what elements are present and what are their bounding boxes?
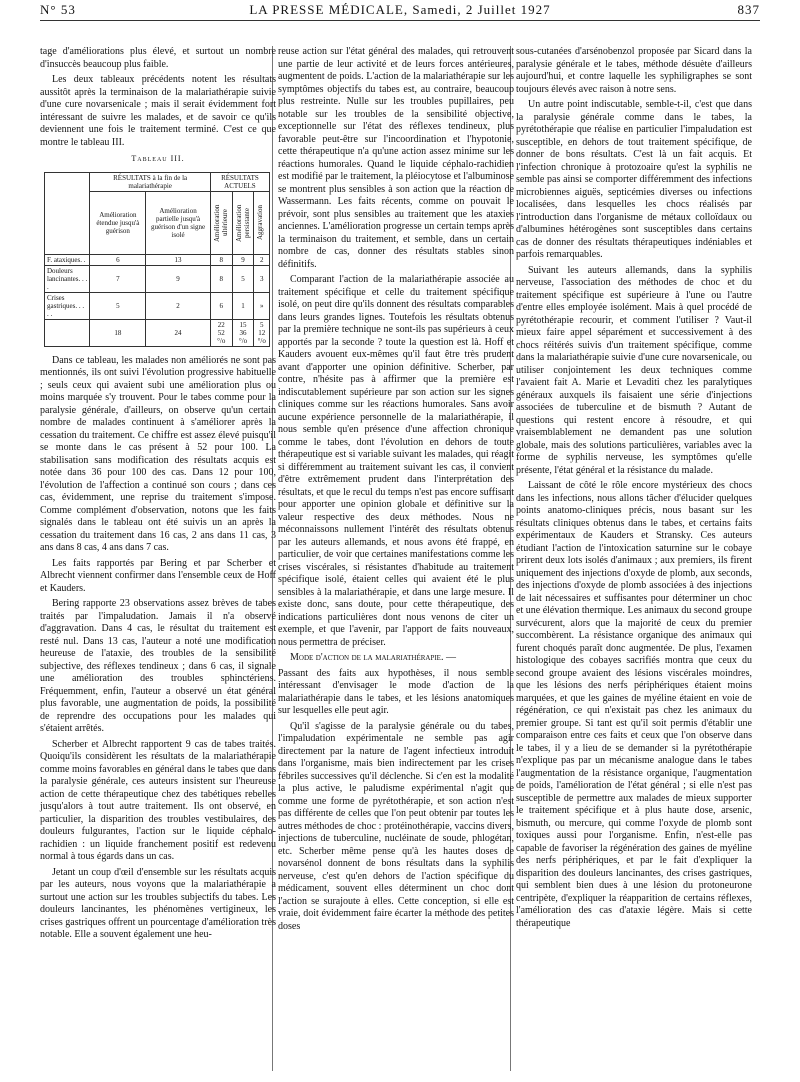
col-header: Amélioration étendue jusqu'à guérison bbox=[90, 191, 146, 254]
paragraph: sous-cutanées d'arsénobenzol proposée par Sicard dans la paralysie générale et le tabes, méthode désuète d'ailleurs aujourd'hui, et contre laquelle les syphiligraphes se sont toujours élevés avec raison à notre sens. bbox=[516, 46, 752, 95]
cell: 2 bbox=[146, 292, 211, 319]
paragraph: reuse action sur l'état général des malades, qui retrouvent une partie de leur activité et de leurs forces antérieures, augmentent de poids. L'action de la malariathérapie sur les symptômes objectifs du tabes est, au contraire, beaucoup plus restreinte. Nulle sur les troubles pupillaires, peu notable sur les troubles de la sensibilité objective, exceptionnelle sur l'état des réflexes tendineux, plus favorable peut-être sur l'incoordination et l'hypotonie, cette thérapeutique n'a qu'une action assez minime sur les réactions humorales. Quand le liquide céphalo-rachidien est modifié par le traitement, la pléiocytose et l'albuminose se montrent plus sensibles à son action que la réaction de Wassermann. Les faits récents, comme on pouvait le prévoir, sont plus sensibles au traitement que les ataxies anciennes. L'amélioration progresse un certain temps après la terminaison du traitement, et semble, dans un certain nombre de cas, donner des résultats stables sinon définitifs. bbox=[278, 46, 514, 270]
cell: 6 bbox=[210, 292, 232, 319]
table-row bbox=[45, 265, 270, 292]
cell: 5 bbox=[232, 265, 254, 292]
column-1 bbox=[40, 46, 276, 945]
group-header-end: RÉSULTATS à la fin de la malariathérapie bbox=[90, 172, 210, 191]
cell: 8 bbox=[210, 265, 232, 292]
paragraph: Qu'il s'agisse de la paralysie générale ou du tabes, l'impaludation expérimentale ne semble pas agir directement par la nature de l'agent infectieux introduit dans l'organisme, mais bien indirectement par les crises fébriles successives qu'il déclenche. Si c'en est la modalité la plus active, le paludisme expérimental n'agit que comme une forme de pyrétothérapie, et son action n'est pas différente de celles que l'on peut obtenir par toutes les autres méthodes de choc : protéinothérapie, vaccins divers, injections de tuberculine, nucléinate de soude, phlogétan, etc. Scherber même pense qu'à les hautes doses de novarsénol donnent de bons résultats dans la syphilis nerveuse, c'est qu'en dehors de l'action spécifique du médicament, souvent elles déterminent un choc dont l'action se surajoute à elles. Cette conception, si elle est vraie, doit évidemment faire écarter la méthode des petites doses bbox=[278, 720, 514, 932]
col-header bbox=[232, 191, 254, 254]
page-number: 837 bbox=[737, 2, 760, 17]
cell: 1 bbox=[232, 292, 254, 319]
cell: 8 bbox=[210, 254, 232, 265]
paragraph: Dans ce tableau, les malades non améliorés ne sont pas mentionnés, ils ont suivi l'évolution progressive habituelle ; seuls ceux qui avaient subi une amélioration plus ou moins marquée s'y trouvent. Pour le tabes comme pour la paralysie générale, d'ailleurs, on observe qu'un certain nombre de malades continuent à s'améliorer après la cessation du traitement. Ce chiffre est assez élevé puisqu'il se monte dans le cas présent à 52 pour 100. La stabilisation sans modification des résultats acquis est notée dans 36 pour 100 des cas. Dans 12 pour 100, l'évolution de l'affection a continué son cours ; dans ces cas, évidemment, une reprise du traitement s'impose. Comme complément d'observation, notons que les faits signalés dans le tableau ont été suivis un an après la cessation du traitement dans 16 cas, 2 ans dans 11 cas, 3 ans dans 8 cas, 4 ans dans 7 cas. bbox=[40, 354, 276, 553]
paragraph: Les deux tableaux précédents notent les résultats aussitôt après la terminaison de la malariathérapie suivie d'une cure novarsenicale ; mais il serait évidemment fort intéressant de suivre les malades, et de savoir ce qu'ils deviennent une fois le traitement terminé. C'est ce que montre le tableau III. bbox=[40, 74, 276, 148]
paragraph: Un autre point indiscutable, semble-t-il, c'est que dans la paralysie générale comme dans le tabes, la pyrétothérapie que réalise en particulier l'impaludation est susceptible, en dehors de tout traitement spécifique, de donner de bons résultats. C'est là un fait acquis. Et l'infection chronique à protozoaire qu'est la syphilis ne semble pas ainsi se comporter différemment des infections microbiennes aiguës, septicémies diverses ou infections localisées, dans lesquelles les chocs réalisés par l'introduction dans l'organisme de métaux colloïdaux ou d'albumines hétérogènes sont susceptibles dans certains cas de donner des résultats thérapeutiques indéniables et parfois remarquables. bbox=[516, 99, 752, 260]
issue-number: N° 53 bbox=[40, 2, 76, 17]
paragraph: tage d'améliorations plus élevé, et surtout un nombre d'insuccès beaucoup plus faible. bbox=[40, 46, 276, 70]
paragraph: Jetant un coup d'œil d'ensemble sur les résultats acquis par les auteurs, nous voyons que la malariathérapie a surtout une action sur les troubles subjectifs du tabes. Les douleurs lancinantes, les phénomènes vertigineux, les crises gastriques offrent un pourcentage d'amélioration très notable. Elle a souvent également une heu- bbox=[40, 866, 276, 940]
col-header: Amélioration partielle jusqu'à guérison d'un signe isolé bbox=[146, 191, 211, 254]
cell: 5 bbox=[90, 292, 146, 319]
header-rule bbox=[40, 20, 760, 21]
cell: 7 bbox=[90, 265, 146, 292]
column-2 bbox=[278, 46, 514, 936]
cell: 3 bbox=[254, 265, 270, 292]
cell: 13 bbox=[146, 254, 211, 265]
col-header-text: Amélioration persistante bbox=[234, 203, 251, 242]
cell: 5 12 °/o bbox=[254, 319, 270, 346]
paragraph: Comparant l'action de la malariathérapie associée au traitement spécifique et celle du traitement spécifique isolé, on peut dire qu'ils donnent des résultats comparables dans leurs grandes lignes. Toutefois les résultats obtenus par la première technique ne sont-ils pas supérieurs à ceux apportés par la seconde ? toute la question est là. Hoff et Kauders avouent eux-mêmes qu'il faut être très prudent avant d'apporter une opinion définitive. Scherber, par contre, n'hésite pas à affirmer que la première est indiscutablement supérieure par son action sur les signes cliniques comme sur les réactions humorales. Sans avoir aucune expérience personnelle de la malariathérapie, il nous semble qu'en présence d'une affection chronique comme le tabes, dont l'évolution en dehors de toute thérapeutique est si variable suivant les malades, qui réagit si différemment au traitement suivant les cas, il convient d'être extrêmement prudent dans l'interprétation des résultats, et que le recul du temps n'est pas encore suffisant pour apporter une opinion globale et définitive sur la valeur respective des deux méthodes. Nous ne méconnaissons nullement l'intérêt des résultats obtenus par les auteurs allemands, et nous avons été frappé, en particulier, de voir que certaines manifestations comme les crises viscérales, si résistantes d'habitude au traitement spécifique isolé, étaient celles qui avaient été le plus sensibles à la malariathérapie, et dans une large mesure. Il existe donc, sans doute, pour cette thérapeutique, des indications particulières dont nous venons de citer un exemple, et que l'avenir, par l'apport de faits nouveaux, nous permettra de préciser. bbox=[278, 274, 514, 648]
paragraph: Bering rapporte 23 observations assez brèves de tabes traités par l'impaludation. Jamais il n'a observé d'aggravation. Dans 4 cas, le résultat du traitement est resté nul. Dans 13 cas, l'auteur a noté une modification heureuse de l'ataxie, des troubles de la sensibilité subjective, des réflexes tendineux ; dans 6 cas, il signale une amélioration des troubles sphinctériens. Fréquemment, enfin, l'auteur a observé un état général plus favorable, une augmentation de poids, la possibilité de reprendre des occupations pour les malades qui s'étaient arrêtés. bbox=[40, 598, 276, 734]
paragraph: Suivant les auteurs allemands, dans la syphilis nerveuse, l'association des méthodes de choc et du traitement spécifique est supérieure à l'une ou l'autre d'entre elles employée isolément. Mais à quel procédé de pyrétothérapie recourir, et comment l'utiliser ? Vaut-il mieux faire appel séparément et successivement à des chocs réitérés suivis d'un traitement spécifique, comme dans la malariathérapie suivie d'une cure novarsenicale, ou utiliser conjointement les deux techniques comme l'avaient fait A. Marie et Levaditi chez les paralytiques généraux auxquels ils faisaient une série d'injections associées de tuberculine et de bismuth ? Autant de questions qui restent encore à résoudre, et qui vraisemblablement ne demandent pas une solution globale, mais des solutions particulières, variables avec la forme de syphilis nerveuse, les symptômes qu'elle présente, l'état général et la résistance du malade. bbox=[516, 264, 752, 476]
cell: 2 bbox=[254, 254, 270, 265]
col-header bbox=[210, 191, 232, 254]
cell: 24 bbox=[146, 319, 211, 346]
column-3 bbox=[516, 46, 752, 933]
table-caption: Tableau III. bbox=[131, 154, 185, 163]
table-3 bbox=[44, 172, 270, 347]
cell: 15 36 °/o bbox=[232, 319, 254, 346]
total-label bbox=[45, 319, 90, 346]
cell: » bbox=[254, 292, 270, 319]
col-header bbox=[254, 191, 270, 254]
cell: 6 bbox=[90, 254, 146, 265]
journal-title: LA PRESSE MÉDICALE, Samedi, 2 Juillet 1927 bbox=[249, 2, 551, 17]
col-header-text: Amélioration ultérieure bbox=[212, 203, 229, 242]
cell: 22 52 °/o bbox=[210, 319, 232, 346]
cell: 9 bbox=[146, 265, 211, 292]
paragraph: Laissant de côté le rôle encore mystérieux des chocs dans les infections, nous allons tâcher d'élucider quelques points anatomo-cliniques précis, nous basant sur les résultats cliniques obtenus dans le tabes, et certains faits expérimentaux de Kauders et Stransky. Ces auteurs étudiant l'action de l'intoxication saturnine sur le cobaye prirent deux lots isolés d'animaux ; aux premiers, ils firent uniquement des injections d'oxyde de plomb, aux seconds, des injections d'oxyde de plomb associées à des injections de lait nécessaires et suffisantes pour déterminer un choc et une élévation thermique. Les animaux du second groupe survécurent, alors que la majorité de ceux du premier succombèrent. La résistance organique des animaux qui furent choqués paraît donc augmentée. De plus, l'examen histologique des cobayes sacrifiés montra que ceux du second groupe avaient des lésions viscérales moindres, que les lésions des nerfs périphériques étaient moins marquées, et que les gaines de myéline étaient en voie de régénération, ce qui n'existait pas chez les animaux du premier groupe. Si tant est qu'il soit permis d'établir une comparaison entre ces faits et ceux que l'on observe dans le tabes, il y a lieu de se demander si la pyrétothérapie n'explique pas par un mécanisme analogue dans le tabes l'augmentation de la résistance organique, l'augmentation de poids, l'amélioration de l'état général ; si elle n'est pas susceptible de permettre aux malades de mieux supporter le traitement spécifique et à plus haute dose, arsenic, bismuth, ou mercure, qui comme l'oxyde de plomb sont toxiques aussi pour l'organisme. Enfin, n'est-elle pas capable de favoriser la régénération des gaines de myéline des nerfs périphériques, et par le fait d'expliquer la disparition des douleurs lancinantes, des crises gastriques, qui semblent bien dues à une lésion du protoneurone centripète, d'expliquer la réapparition de certains réflexes, l'amélioration des cas d'ataxie légère. Mais si cette thérapeutique bbox=[516, 480, 752, 929]
row-label: Crises gastriques. . . . . bbox=[45, 292, 90, 319]
table-row bbox=[45, 292, 270, 319]
cell: 18 bbox=[90, 319, 146, 346]
paragraph: Les faits rapportés par Bering et par Scherber et Albrecht viennent confirmer dans l'ensemble ceux de Hoff et Kauders. bbox=[40, 557, 276, 594]
group-header-current: RÉSULTATS ACTUELS bbox=[210, 172, 269, 191]
section-title: Mode d'action de la malariathérapie. — bbox=[290, 652, 456, 663]
table-corner bbox=[45, 172, 90, 254]
table-row bbox=[45, 254, 270, 265]
paragraph: Scherber et Albrecht rapportent 9 cas de tabes traités. Quoiqu'ils considèrent les résultats de la malariathérapie comme moins favorables en général dans le tabes que dans la paralysie générale, ces auteurs insistent sur l'heureuse action de cette thérapeutique chez des tabétiques rebelles jusqu'alors à tout autre traitement. Ils ont observé, en particulier, la disparition des troubles vestibulaires, des douleurs fulgurantes, l'action sur le liquide céphalo-rachidien : un liquide franchement positif est redevenu normal à tous égards dans un cas. bbox=[40, 738, 276, 862]
row-label: F. ataxiques. . bbox=[45, 254, 90, 265]
row-label: Douleurs lancinantes. . . . bbox=[45, 265, 90, 292]
cell: 9 bbox=[232, 254, 254, 265]
col-header-text: Aggravation bbox=[256, 205, 265, 240]
paragraph: Passant des faits aux hypothèses, il nous semble intéressant d'envisager le mode d'action de la malariathérapie dans le tabes, et les lésions anatomiques sur lesquelles elle peut agir. bbox=[278, 667, 514, 716]
table-total-row bbox=[45, 319, 270, 346]
